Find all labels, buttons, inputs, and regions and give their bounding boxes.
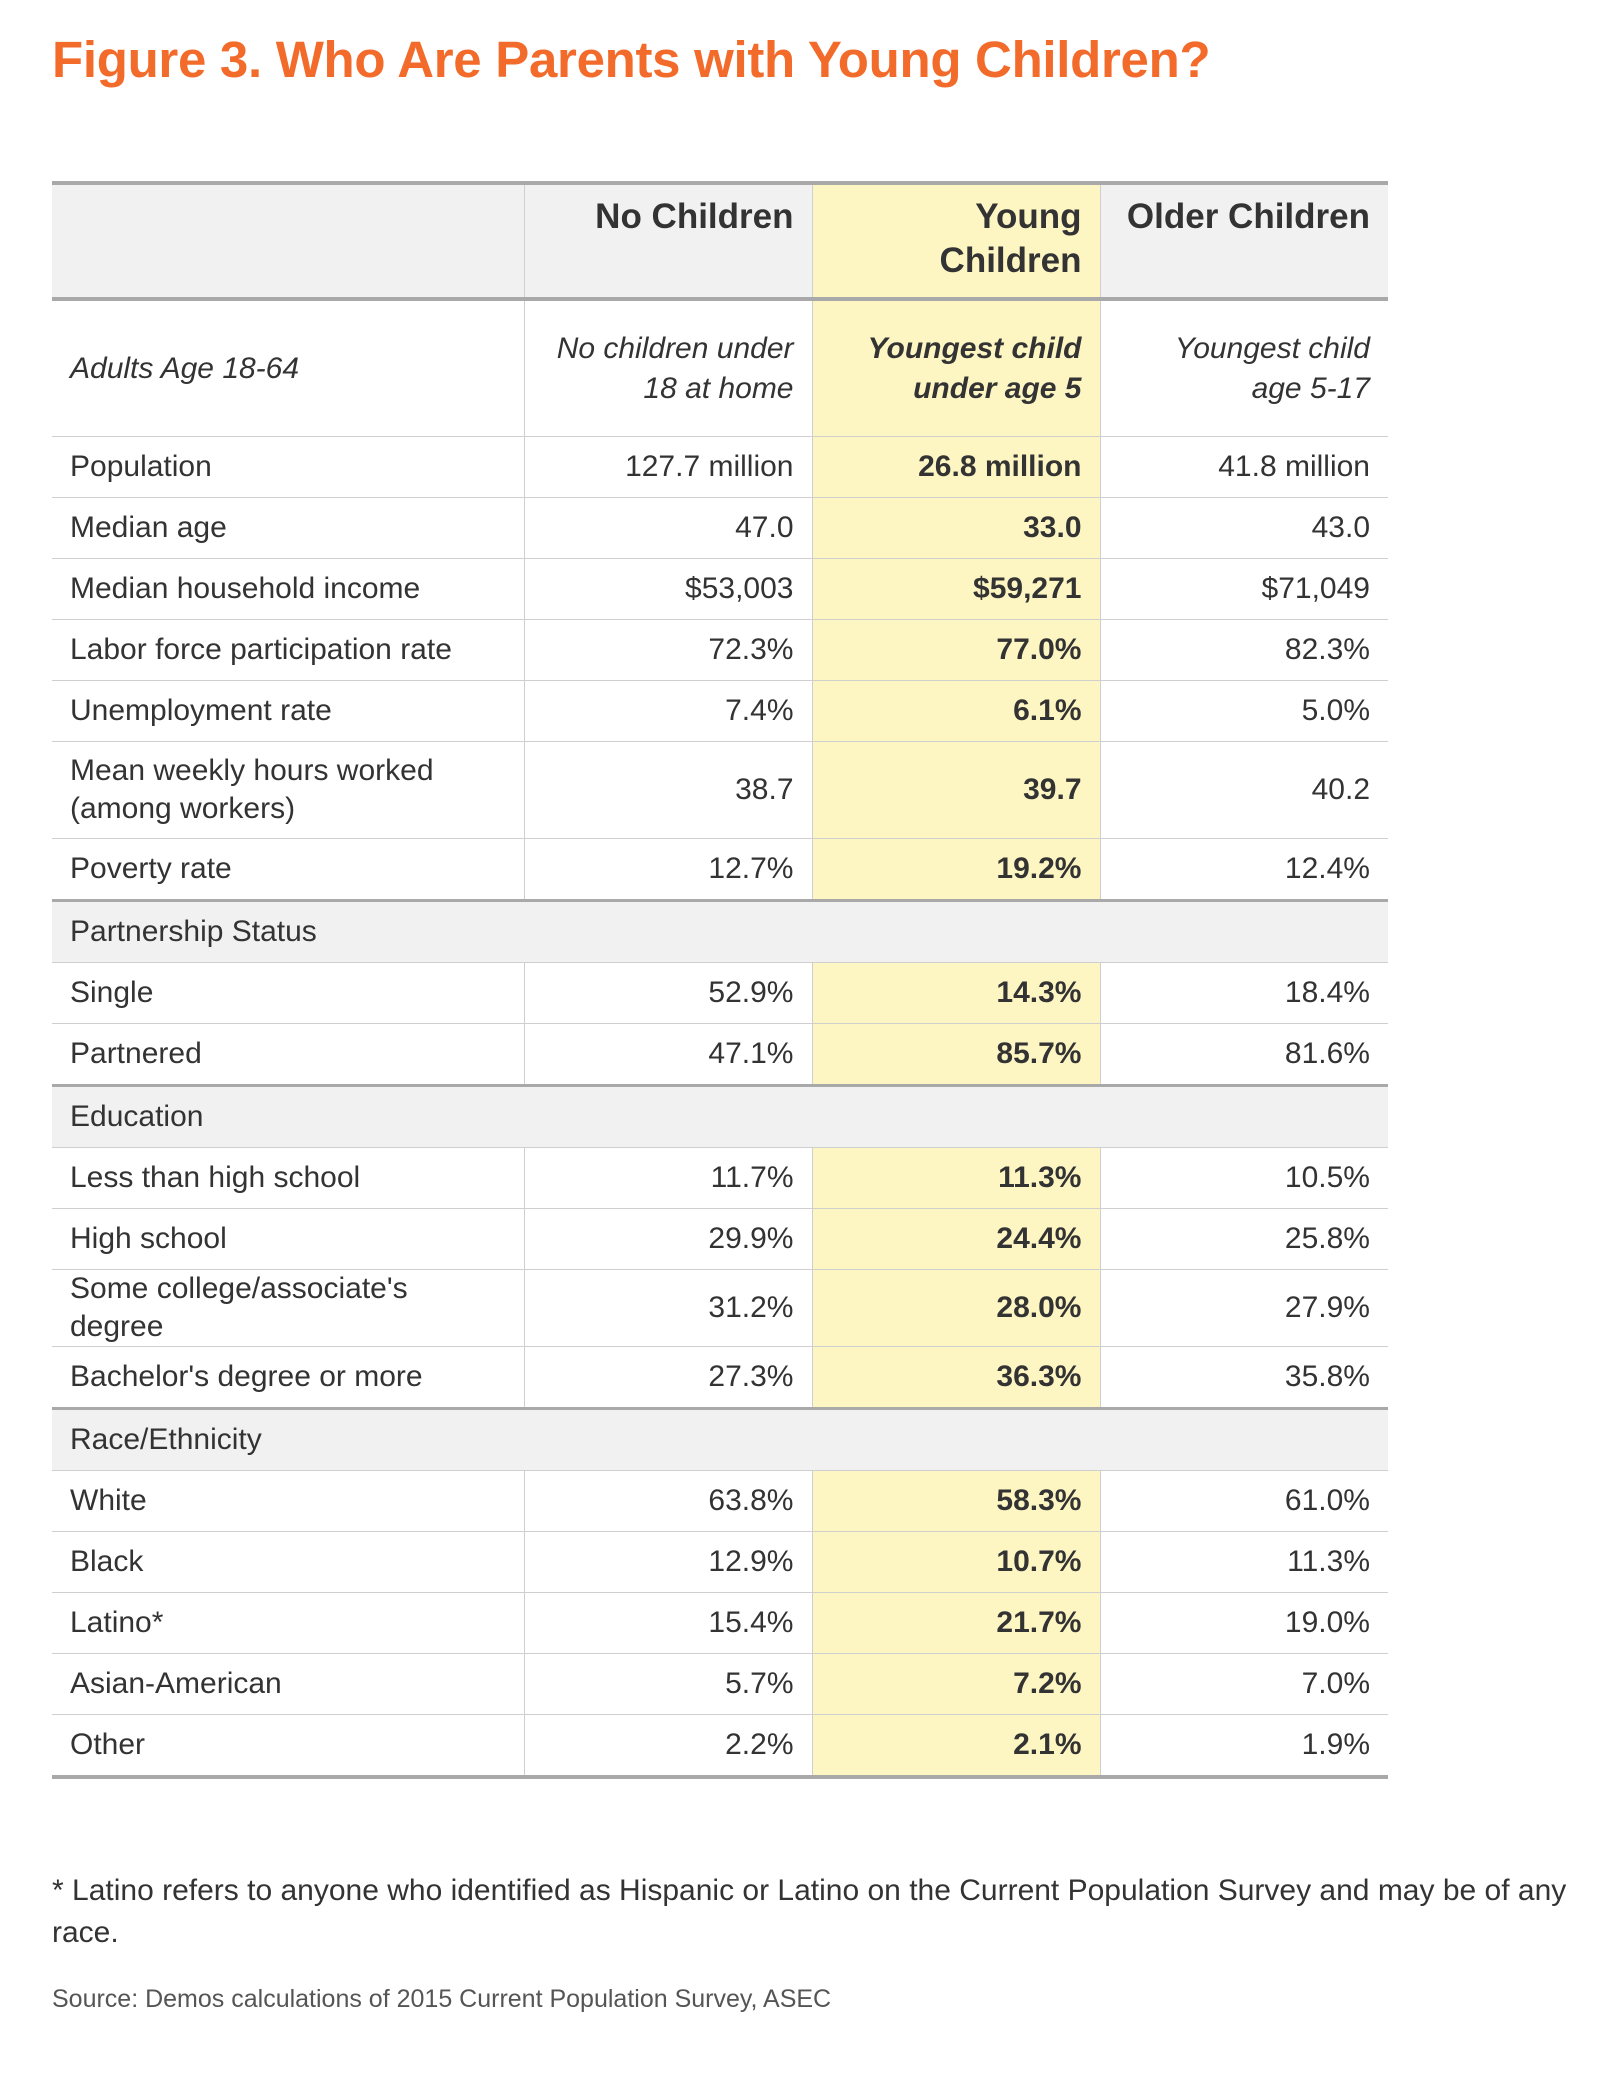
header-row <box>52 183 1388 299</box>
table-row <box>52 742 1388 839</box>
cell-no-children: 29.9% <box>524 1209 812 1270</box>
table-row <box>52 498 1388 559</box>
cell-no-children: 31.2% <box>524 1270 812 1347</box>
row-label: Labor force participation rate <box>52 620 524 681</box>
cell-young-children: 28.0% <box>812 1270 1100 1347</box>
cell-no-children: 7.4% <box>524 681 812 742</box>
cell-no-children: 27.3% <box>524 1347 812 1409</box>
cell-no-children: 52.9% <box>524 963 812 1024</box>
row-label: Poverty rate <box>52 839 524 901</box>
subheader-no-children: No children under 18 at home <box>524 299 812 437</box>
header-older-children: Older Children <box>1100 183 1388 299</box>
cell-no-children: 5.7% <box>524 1654 812 1715</box>
cell-no-children: 2.2% <box>524 1715 812 1778</box>
cell-young-children: 58.3% <box>812 1471 1100 1532</box>
table-row <box>52 437 1388 498</box>
cell-no-children: 127.7 million <box>524 437 812 498</box>
cell-young-children: 10.7% <box>812 1532 1100 1593</box>
cell-older-children: 1.9% <box>1100 1715 1388 1778</box>
cell-older-children: 7.0% <box>1100 1654 1388 1715</box>
row-label: High school <box>52 1209 524 1270</box>
cell-young-children: 21.7% <box>812 1593 1100 1654</box>
table-row <box>52 681 1388 742</box>
cell-young-children: $59,271 <box>812 559 1100 620</box>
cell-no-children: $53,003 <box>524 559 812 620</box>
cell-older-children: 27.9% <box>1100 1270 1388 1347</box>
cell-older-children: 41.8 million <box>1100 437 1388 498</box>
row-label: Some college/associate's degree <box>52 1270 524 1347</box>
row-label: Median household income <box>52 559 524 620</box>
row-label: Less than high school <box>52 1148 524 1209</box>
cell-young-children: 7.2% <box>812 1654 1100 1715</box>
header-young-children: Young Children <box>812 183 1100 299</box>
table-row <box>52 839 1388 901</box>
table-row <box>52 1654 1388 1715</box>
cell-young-children: 6.1% <box>812 681 1100 742</box>
cell-older-children: 19.0% <box>1100 1593 1388 1654</box>
cell-older-children: 43.0 <box>1100 498 1388 559</box>
cell-young-children: 85.7% <box>812 1024 1100 1086</box>
subheader-older-children: Youngest child age 5-17 <box>1100 299 1388 437</box>
row-label: Mean weekly hours worked (among workers) <box>52 742 524 839</box>
cell-young-children: 33.0 <box>812 498 1100 559</box>
cell-no-children: 72.3% <box>524 620 812 681</box>
cell-older-children: 81.6% <box>1100 1024 1388 1086</box>
row-label: Bachelor's degree or more <box>52 1347 524 1409</box>
cell-young-children: 77.0% <box>812 620 1100 681</box>
cell-young-children: 24.4% <box>812 1209 1100 1270</box>
cell-young-children: 26.8 million <box>812 437 1100 498</box>
section-label: Race/Ethnicity <box>52 1409 1388 1471</box>
row-label: Median age <box>52 498 524 559</box>
row-label: Unemployment rate <box>52 681 524 742</box>
table-row <box>52 1148 1388 1209</box>
demographics-table <box>52 181 1388 1779</box>
cell-young-children: 19.2% <box>812 839 1100 901</box>
cell-young-children: 39.7 <box>812 742 1100 839</box>
cell-young-children: 36.3% <box>812 1347 1100 1409</box>
cell-older-children: 40.2 <box>1100 742 1388 839</box>
table-row <box>52 1715 1388 1778</box>
figure-title: Figure 3. Who Are Parents with Young Children? <box>52 31 1211 88</box>
subheader-young-children: Youngest child under age 5 <box>812 299 1100 437</box>
row-label: Partnered <box>52 1024 524 1086</box>
table-row <box>52 1593 1388 1654</box>
table-row <box>52 620 1388 681</box>
section-row <box>52 901 1388 963</box>
row-label: Other <box>52 1715 524 1778</box>
cell-no-children: 11.7% <box>524 1148 812 1209</box>
cell-older-children: $71,049 <box>1100 559 1388 620</box>
cell-older-children: 10.5% <box>1100 1148 1388 1209</box>
table-row <box>52 1532 1388 1593</box>
table-row <box>52 559 1388 620</box>
section-row <box>52 1086 1388 1148</box>
header-blank <box>52 183 524 299</box>
row-label: Population <box>52 437 524 498</box>
cell-older-children: 82.3% <box>1100 620 1388 681</box>
row-label: White <box>52 1471 524 1532</box>
table-row <box>52 963 1388 1024</box>
cell-young-children: 11.3% <box>812 1148 1100 1209</box>
section-row <box>52 1409 1388 1471</box>
subheader-label: Adults Age 18-64 <box>52 299 524 437</box>
cell-older-children: 12.4% <box>1100 839 1388 901</box>
cell-no-children: 63.8% <box>524 1471 812 1532</box>
cell-young-children: 14.3% <box>812 963 1100 1024</box>
header-no-children: No Children <box>524 183 812 299</box>
section-label: Education <box>52 1086 1388 1148</box>
row-label: Asian-American <box>52 1654 524 1715</box>
row-label: Latino* <box>52 1593 524 1654</box>
cell-older-children: 61.0% <box>1100 1471 1388 1532</box>
table-row <box>52 1347 1388 1409</box>
cell-older-children: 18.4% <box>1100 963 1388 1024</box>
cell-no-children: 47.1% <box>524 1024 812 1086</box>
footnote: * Latino refers to anyone who identified as Hispanic or Latino on the Current Population Survey and may be of any race. <box>52 1874 1567 1949</box>
cell-no-children: 15.4% <box>524 1593 812 1654</box>
cell-no-children: 12.9% <box>524 1532 812 1593</box>
table-body <box>52 183 1388 1777</box>
cell-older-children: 5.0% <box>1100 681 1388 742</box>
row-label: Single <box>52 963 524 1024</box>
cell-older-children: 35.8% <box>1100 1347 1388 1409</box>
cell-no-children: 38.7 <box>524 742 812 839</box>
table-row <box>52 1209 1388 1270</box>
cell-no-children: 12.7% <box>524 839 812 901</box>
source-note: Source: Demos calculations of 2015 Current Population Survey, ASEC <box>52 1985 832 2013</box>
table-row <box>52 1471 1388 1532</box>
cell-older-children: 11.3% <box>1100 1532 1388 1593</box>
table-row <box>52 1024 1388 1086</box>
cell-young-children: 2.1% <box>812 1715 1100 1778</box>
row-label: Black <box>52 1532 524 1593</box>
cell-no-children: 47.0 <box>524 498 812 559</box>
section-label: Partnership Status <box>52 901 1388 963</box>
subheader-row <box>52 299 1388 437</box>
cell-older-children: 25.8% <box>1100 1209 1388 1270</box>
table-row <box>52 1270 1388 1347</box>
